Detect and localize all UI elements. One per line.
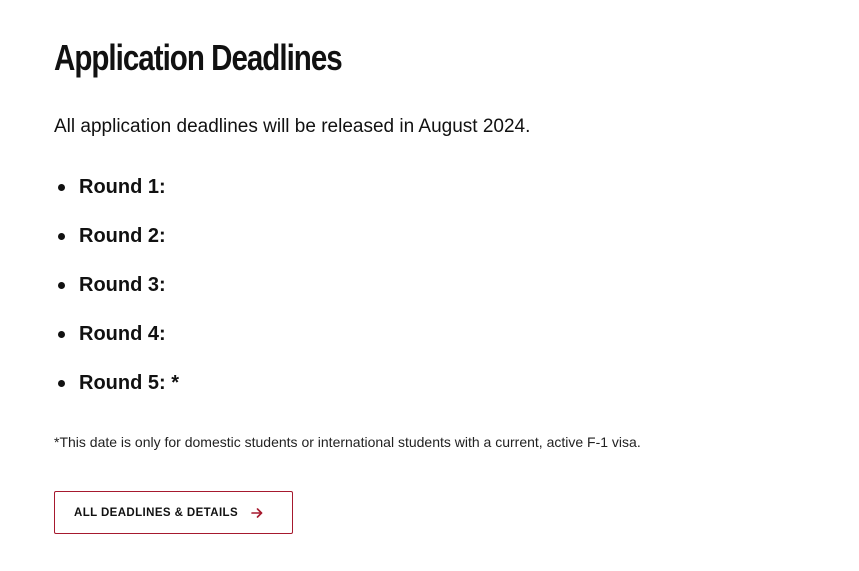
arrow-right-icon (250, 506, 264, 520)
intro-text: All application deadlines will be released in August 2024. (54, 116, 531, 137)
button-label: ALL DEADLINES & DETAILS (74, 506, 239, 519)
section-title: Application Deadlines (54, 37, 342, 78)
rounds-list (54, 172, 179, 417)
list-item-round-2: Round 2: (54, 221, 179, 270)
list-item-round-4: Round 4: (54, 319, 179, 368)
list-item-round-5: Round 5: * (54, 368, 179, 417)
list-item-round-3: Round 3: (54, 270, 179, 319)
footnote: *This date is only for domestic students or international students with a current, active F-1 visa. (54, 434, 641, 450)
all-deadlines-details-button[interactable] (54, 491, 293, 534)
list-item-round-1: Round 1: (54, 172, 179, 221)
